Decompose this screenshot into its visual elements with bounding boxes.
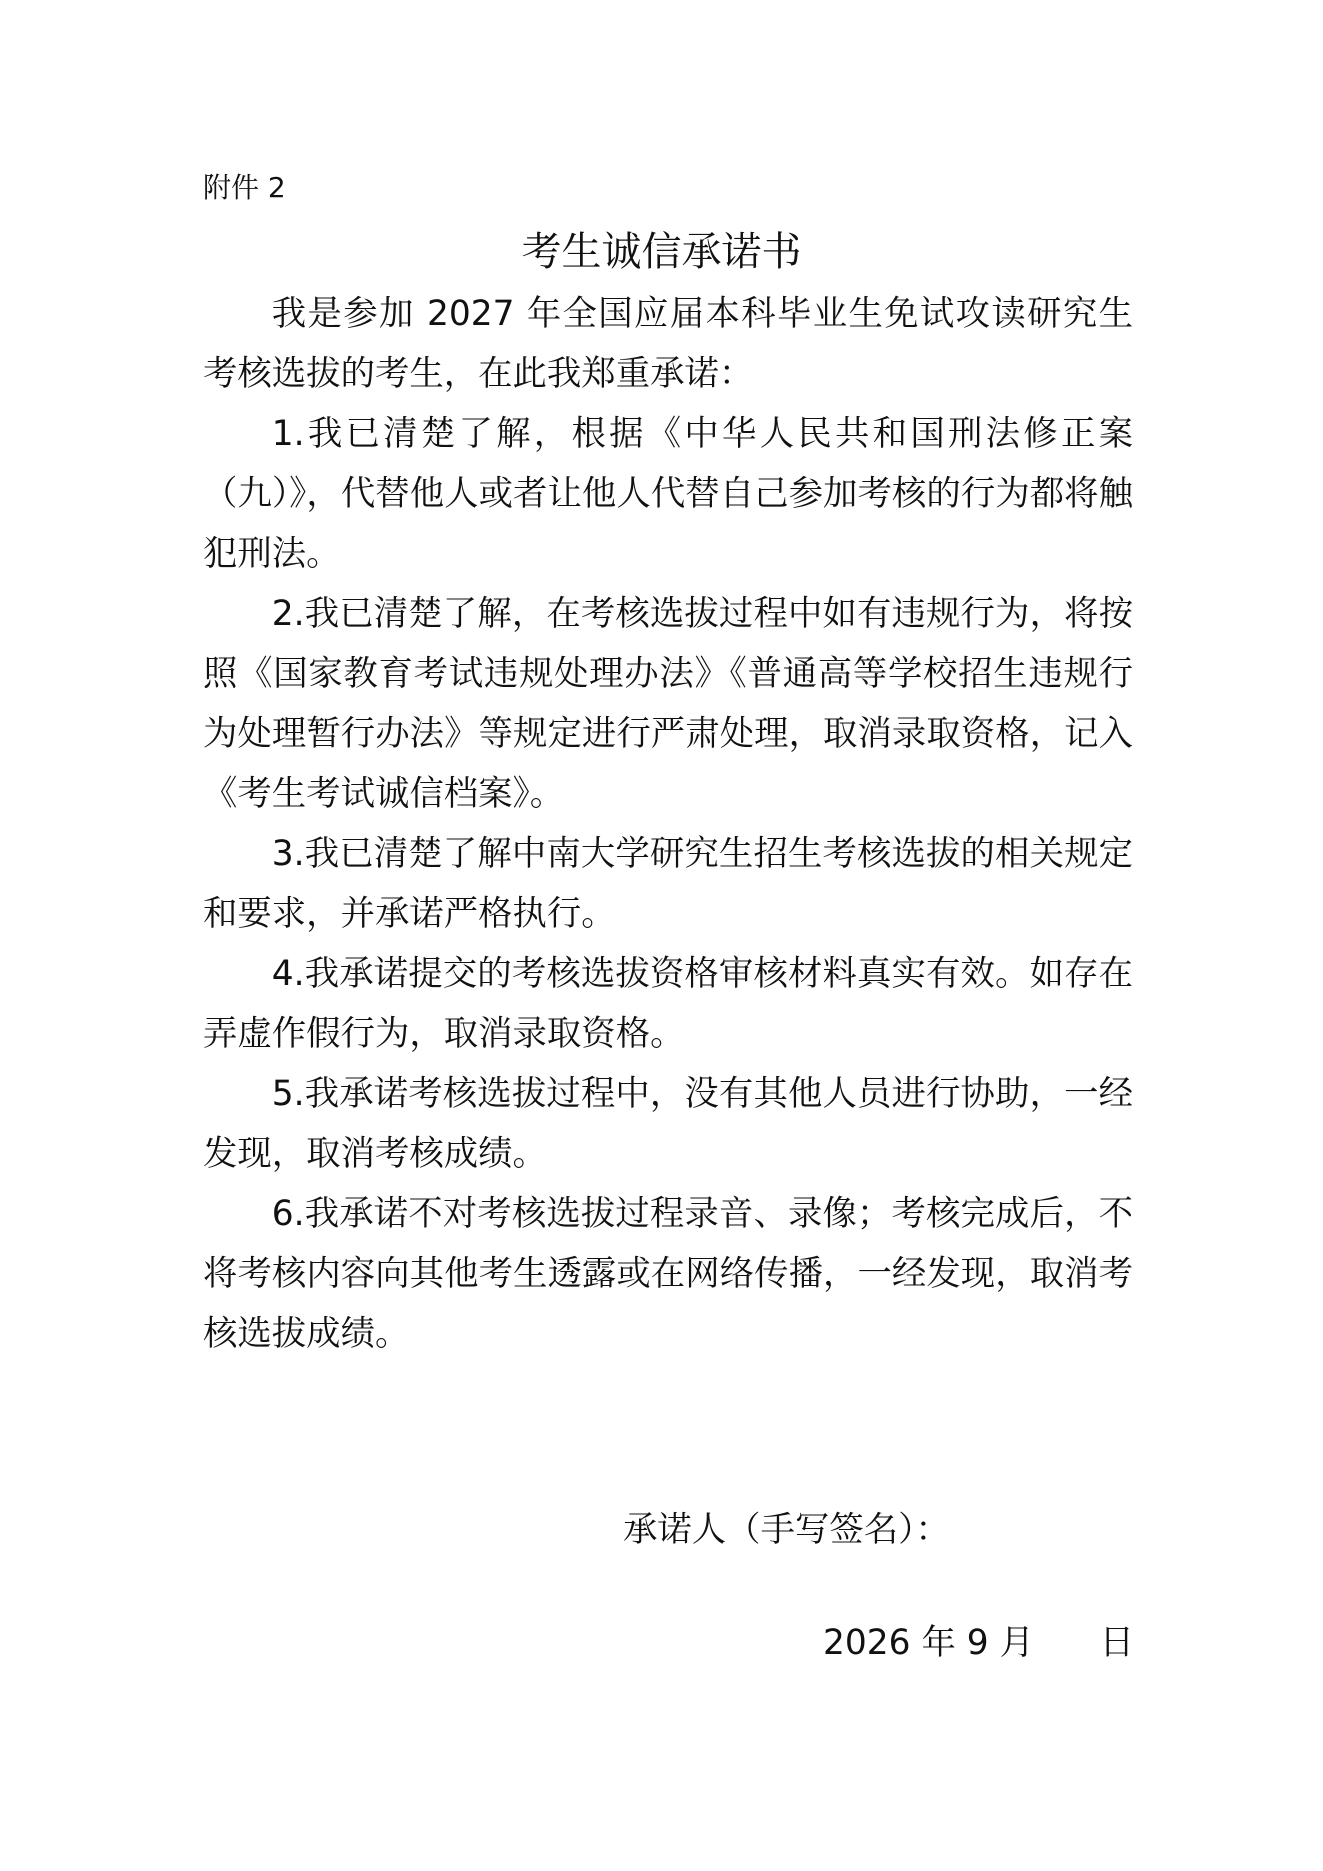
document-title: 考生诚信承诺书 bbox=[521, 229, 802, 275]
attachment-label: 附件 2 bbox=[203, 171, 286, 204]
signature-label: 承诺人（手写签名）： bbox=[623, 1510, 950, 1550]
commitment-4: 4.我承诺提交的考核选拔资格审核材料真实有效。如存在弄虚作假行为，取消录取资格。 bbox=[203, 954, 1133, 1054]
commitment-1: 1.我已清楚了解，根据《中华人民共和国刑法修正案（九）》，代替他人或者让他人代替自己参加考核的行为都将触犯刑法。 bbox=[203, 414, 1133, 574]
commitment-6: 6.我承诺不对考核选拔过程录音、录像；考核完成后，不将考核内容向其他考生透露或在网络传播，一经发现，取消考核选拔成绩。 bbox=[203, 1194, 1133, 1354]
commitment-5: 5.我承诺考核选拔过程中，没有其他人员进行协助，一经发现，取消考核成绩。 bbox=[203, 1074, 1133, 1174]
document-body bbox=[203, 284, 1133, 1364]
commitment-2: 2.我已清楚了解，在考核选拔过程中如有违规行为，将按照《国家教育考试违规处理办法》《普通高等学校招生违规行为处理暂行办法》等规定进行严肃处理，取消录取资格，记入《考生考试诚信档案》。 bbox=[203, 594, 1133, 814]
date-line: 2026 年 9 月 日 bbox=[823, 1623, 1134, 1663]
intro-paragraph: 我是参加 2027 年全国应届本科毕业生免试攻读研究生考核选拔的考生，在此我郑重承诺： bbox=[203, 294, 1133, 394]
commitment-3: 3.我已清楚了解中南大学研究生招生考核选拔的相关规定和要求，并承诺严格执行。 bbox=[203, 834, 1133, 934]
